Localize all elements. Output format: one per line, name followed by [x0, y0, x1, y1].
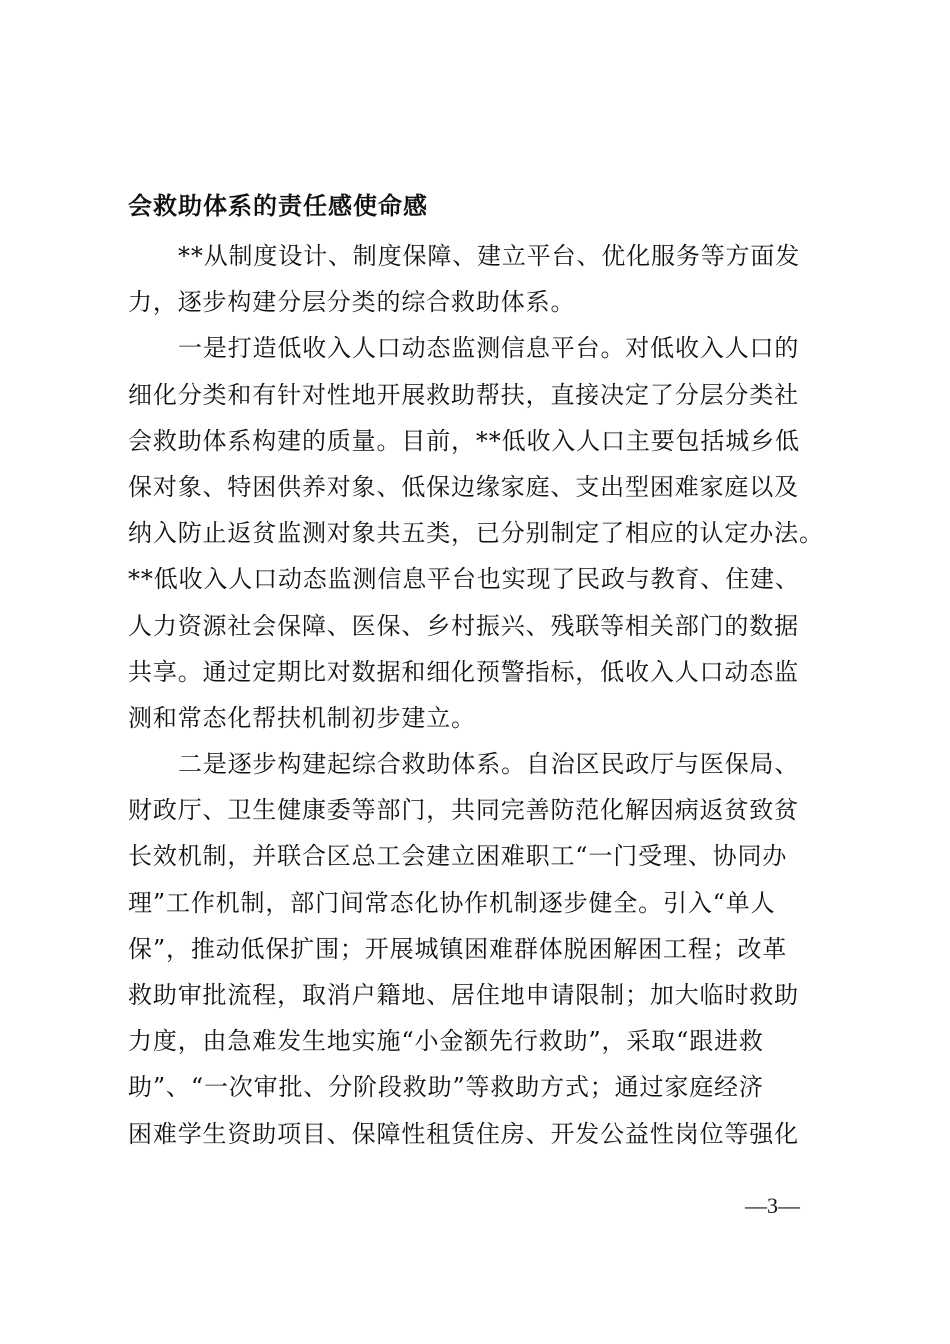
- paragraph-line: 财政厅、卫生健康委等部门，共同完善防范化解因病返贫致贫: [128, 796, 799, 825]
- section-heading: 会救助体系的责任感使命感: [128, 192, 428, 220]
- paragraph-line: 力，逐步构建分层分类的综合救助体系。: [128, 288, 576, 317]
- paragraph-line: 保对象、特困供养对象、低保边缘家庭、支出型困难家庭以及: [128, 472, 799, 501]
- paragraph-line: 助”、“一次审批、分阶段救助”等救助方式；通过家庭经济: [128, 1073, 764, 1102]
- paragraph-line: 力度，由急难发生地实施“小金额先行救助”，采取“跟进救: [128, 1027, 764, 1056]
- paragraph-line: 保”，推动低保扩围；开展城镇困难群体脱困解困工程；改革: [128, 934, 788, 963]
- paragraph-line: 救助审批流程，取消户籍地、居住地申请限制；加大临时救助: [128, 981, 799, 1009]
- paragraph-line: 长效机制，并联合区总工会建立困难职工“一门受理、协同办: [128, 842, 788, 871]
- paragraph-line: **低收入人口动态监测信息平台也实现了民政与教育、住建、: [128, 565, 800, 594]
- paragraph-line: 困难学生资助项目、保障性租赁住房、开发公益性岗位等强化: [128, 1119, 799, 1148]
- paragraph-line: **从制度设计、制度保障、建立平台、优化服务等方面发: [178, 242, 801, 270]
- paragraph-line: 理”工作机制，部门间常态化协作机制逐步健全。引入“单人: [128, 888, 776, 917]
- paragraph-line: 会救助体系构建的质量。目前，**低收入人口主要包括城乡低: [128, 426, 800, 455]
- paragraph-line: 二是逐步构建起综合救助体系。自治区民政厅与医保局、: [178, 750, 800, 779]
- paragraph-line: 细化分类和有针对性地开展救助帮扶，直接决定了分层分类社: [128, 380, 799, 409]
- paragraph-line: 测和常态化帮扶机制初步建立。: [128, 703, 476, 732]
- paragraph-line: 人力资源社会保障、医保、乡村振兴、残联等相关部门的数据: [128, 611, 799, 640]
- paragraph-line: 纳入防止返贫监测对象共五类，已分别制定了相应的认定办法。: [128, 519, 824, 548]
- page-number: —3—: [745, 1193, 800, 1218]
- paragraph-line: 一是打造低收入人口动态监测信息平台。对低收入人口的: [178, 334, 800, 363]
- paragraph-line: 共享。通过定期比对数据和细化预警指标，低收入人口动态监: [128, 657, 799, 686]
- body-text: [128, 233, 838, 1157]
